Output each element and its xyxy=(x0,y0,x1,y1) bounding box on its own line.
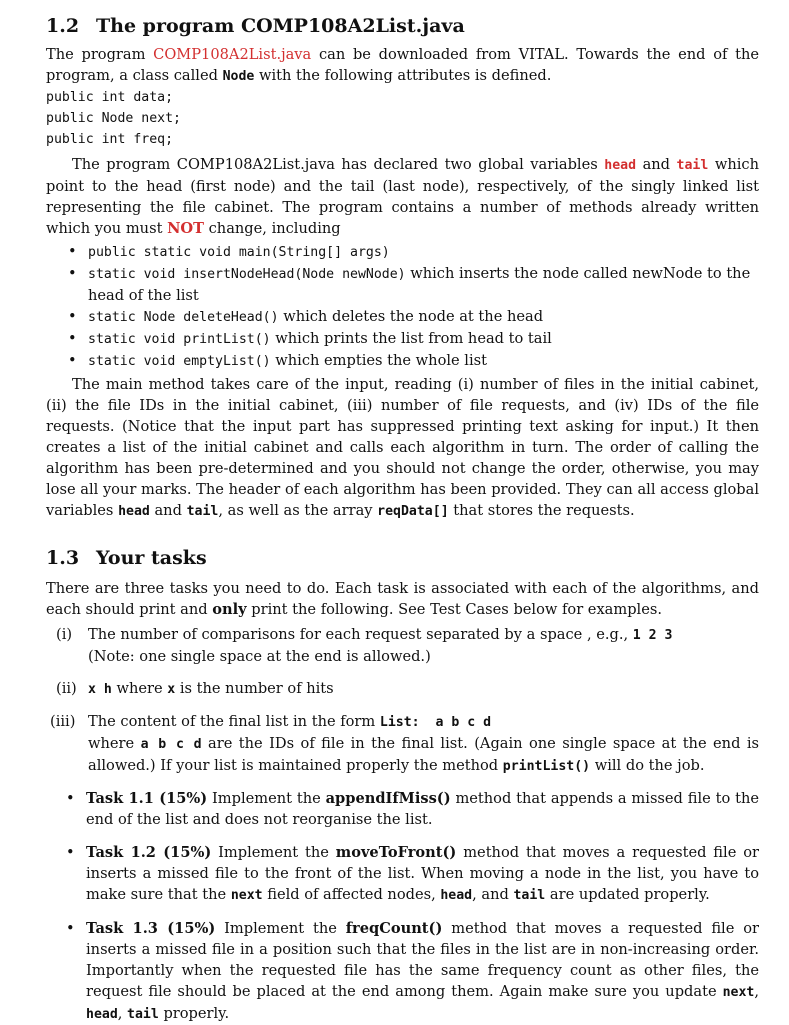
only-emphasis: only xyxy=(212,601,247,618)
list-item: • static void insertNodeHead(Node newNode) which inserts the node called newNode to the head of the list xyxy=(68,265,751,304)
program-file-link: COMP108A2List.java xyxy=(153,46,312,63)
section-number: 1.2 xyxy=(46,15,80,37)
bullet-icon: • xyxy=(66,920,75,937)
tail-variable: tail xyxy=(676,158,709,173)
section-heading-1-2 xyxy=(46,12,759,40)
task-item: • Task 1.2 (15%) Implement the moveToFront() method that moves a requested file or inserts a missed file to the front of the list. When moving a node in the list, you have to make sure that the next field of affected nodes, head, and tail are updated properly. xyxy=(66,844,759,903)
attribute-line: public int freq; xyxy=(46,132,174,147)
bullet-icon: • xyxy=(66,844,75,861)
section-heading-1-3 xyxy=(46,544,759,572)
list-item: • static void emptyList() which empties the whole list xyxy=(68,352,487,369)
bullet-icon: • xyxy=(68,308,77,325)
globals-paragraph: The program COMP108A2List.java has declared two global variables head and tail which point to the head (first node) and the tail (last node), respectively, of the singly linked list representing the file cabinet. The program contains a number of methods already written which you must NOT change, including xyxy=(46,156,759,237)
node-attributes xyxy=(46,87,759,150)
list-item: (i) The number of comparisons for each request separated by a space , e.g., 1 2 3 (Note: one single space at the end is allowed.) xyxy=(56,626,673,665)
attribute-line: public Node next; xyxy=(46,111,181,126)
not-emphasis: NOT xyxy=(167,220,204,237)
bullet-icon: • xyxy=(68,330,77,347)
intro-paragraph: The program COMP108A2List.java can be downloaded from VITAL. Towards the end of the program, a class called Node with the following attributes is defined. xyxy=(46,46,759,84)
section-title: The program COMP108A2List.java xyxy=(96,15,465,37)
attribute-line: public int data; xyxy=(46,90,174,105)
task-item: • Task 1.3 (15%) Implement the freqCount() method that moves a requested file or inserts a missed file in a position such that the files in the list are in non-increasing order. Importantly when the requested file has the same frequency count as other files, the request file should be placed at the end among them. Again make sure you update next, head, tail properly. xyxy=(66,920,759,1022)
node-class-name: Node xyxy=(222,69,255,84)
tasks-list xyxy=(46,788,759,1025)
methods-list xyxy=(46,241,759,372)
head-variable: head xyxy=(604,158,637,173)
list-item: • static Node deleteHead() which deletes the node at the head xyxy=(68,308,544,325)
list-item: (iii) The content of the final list in the form List: a b c d where a b c d are the IDs of file in the final list. (Again one single space at the end is allowed.) If your list is maintained properly the method printList() will do the job. xyxy=(50,713,760,774)
bullet-icon: • xyxy=(68,243,77,260)
output-requirements-list xyxy=(46,624,759,777)
task-item: • Task 1.1 (15%) Implement the appendIfMiss() method that appends a missed file to the end of the list and does not reorganise the list. xyxy=(66,790,759,828)
list-item: (ii) x h where x is the number of hits xyxy=(56,680,334,697)
reqdata-array: reqData[] xyxy=(377,504,449,519)
bullet-icon: • xyxy=(66,790,75,807)
section-number: 1.3 xyxy=(46,547,80,569)
bullet-icon: • xyxy=(68,265,77,282)
main-method-paragraph: The main method takes care of the input, reading (i) number of files in the initial cabinet, (ii) the file IDs in the initial cabinet, (iii) number of file requests, and (iv) IDs of the file requests. (Notice that the input part has suppressed printing text asking for input.) It then creates a list of the initial cabinet and calls each algorithm in turn. The order of calling the algorithm has been pre-determined and you should not change the order, otherwise, you may lose all your marks. The header of each algorithm has been provided. They can all access global variables head and tail, as well as the array reqData[] that stores the requests. xyxy=(46,376,759,519)
tasks-intro-paragraph: There are three tasks you need to do. Each task is associated with each of the algorithms, and each should print and only print the following. See Test Cases below for examples. xyxy=(46,580,759,618)
list-item: • static void printList() which prints the list from head to tail xyxy=(68,330,552,347)
bullet-icon: • xyxy=(68,352,77,369)
list-item: • public static void main(String[] args) xyxy=(68,243,390,260)
section-title: Your tasks xyxy=(96,547,207,569)
